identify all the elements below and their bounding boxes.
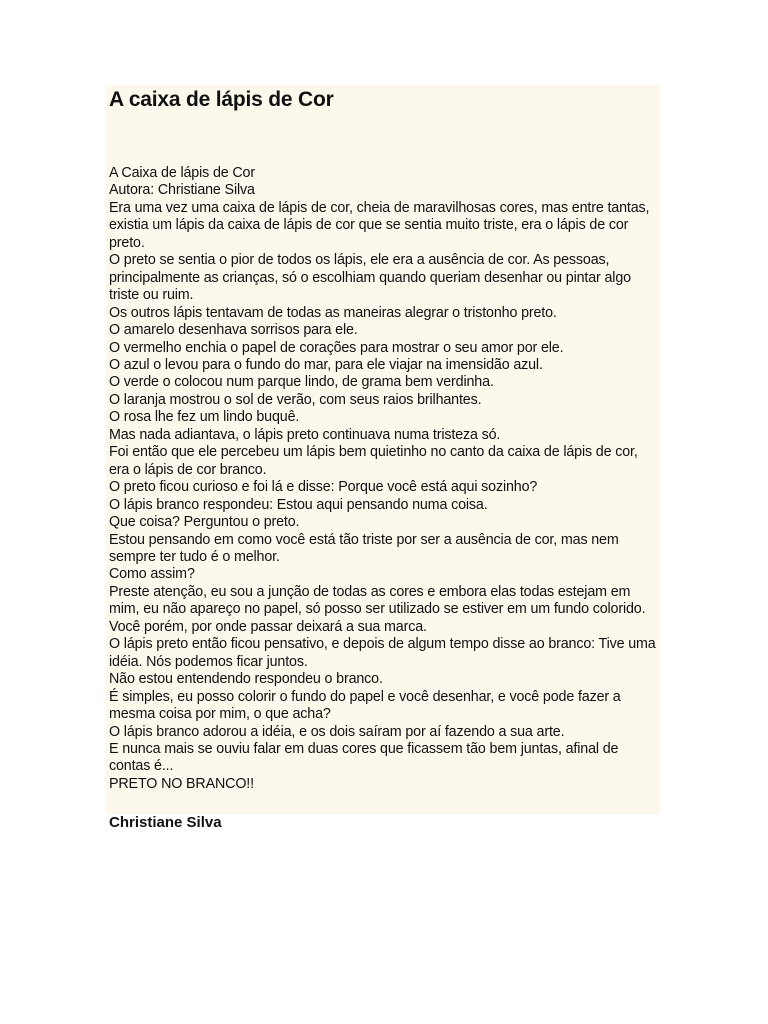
story-paragraph: O preto se sentia o pior de todos os lápis, ele era a ausência de cor. As pessoas, principalmente as crianças, só o escolhiam quando queriam desenhar ou pintar algo triste ou ruim. [109, 252, 631, 304]
story-author-line: Autora: Christiane Silva [109, 182, 255, 199]
story-closing-line: PRETO NO BRANCO!! [109, 775, 254, 792]
story-box [106, 85, 660, 814]
story-paragraph: Não estou entendendo respondeu o branco. [109, 671, 383, 688]
story-paragraph: Preste atenção, eu sou a junção de todas as cores e embora elas todas estejam em mim, eu não apareço no papel, só posso ser utilizado se estiver em um fundo colorido. Você porém, por onde passar deixará a sua marca. [109, 583, 646, 635]
story-paragraph: O amarelo desenhava sorrisos para ele. [109, 322, 358, 339]
story-paragraph: O lápis branco respondeu: Estou aqui pensando numa coisa. [109, 496, 488, 513]
story-title: A caixa de lápis de Cor [109, 88, 334, 111]
story-paragraph: Os outros lápis tentavam de todas as maneiras alegrar o tristonho preto. [109, 304, 557, 321]
story-paragraph: Estou pensando em como você está tão triste por ser a ausência de cor, mas nem sempre ter tudo é o melhor. [109, 531, 619, 565]
story-paragraph: O lápis branco adorou a idéia, e os dois saíram por aí fazendo a sua arte. [109, 723, 565, 740]
story-paragraph: Mas nada adiantava, o lápis preto continuava numa tristeza só. [109, 426, 501, 443]
story-body [109, 165, 657, 793]
story-paragraph: Que coisa? Perguntou o preto. [109, 514, 300, 531]
story-paragraph: Como assim? [109, 566, 195, 583]
story-paragraph: O rosa lhe fez um lindo buquê. [109, 409, 300, 426]
story-paragraph: E nunca mais se ouviu falar em duas cores que ficassem tão bem juntas, afinal de contas é... [109, 740, 619, 775]
story-paragraph: O vermelho enchia o papel de corações para mostrar o seu amor por ele. [109, 339, 564, 356]
story-paragraph: Era uma vez uma caixa de lápis de cor, cheia de maravilhosas cores, mas entre tantas, existia um lápis da caixa de lápis de cor que se sentia muito triste, era o lápis de cor preto. [109, 199, 650, 251]
story-paragraph: O lápis preto então ficou pensativo, e depois de algum tempo disse ao branco: Tive uma idéia. Nós podemos ficar juntos. [109, 636, 656, 670]
story-paragraph: O verde o colocou num parque lindo, de grama bem verdinha. [109, 374, 494, 391]
author-signature: Christiane Silva [109, 814, 222, 831]
story-paragraph: Foi então que ele percebeu um lápis bem quietinho no canto da caixa de lápis de cor, era o lápis de cor branco. [109, 444, 638, 478]
story-subtitle: A Caixa de lápis de Cor [109, 165, 255, 181]
story-paragraph: É simples, eu posso colorir o fundo do papel e você desenhar, e você pode fazer a mesma coisa por mim, o que acha? [109, 688, 621, 723]
story-paragraph: O laranja mostrou o sol de verão, com seus raios brilhantes. [109, 391, 482, 408]
story-paragraph: O azul o levou para o fundo do mar, para ele viajar na imensidão azul. [109, 356, 543, 373]
story-paragraph: O preto ficou curioso e foi lá e disse: Porque você está aqui sozinho? [109, 479, 538, 496]
